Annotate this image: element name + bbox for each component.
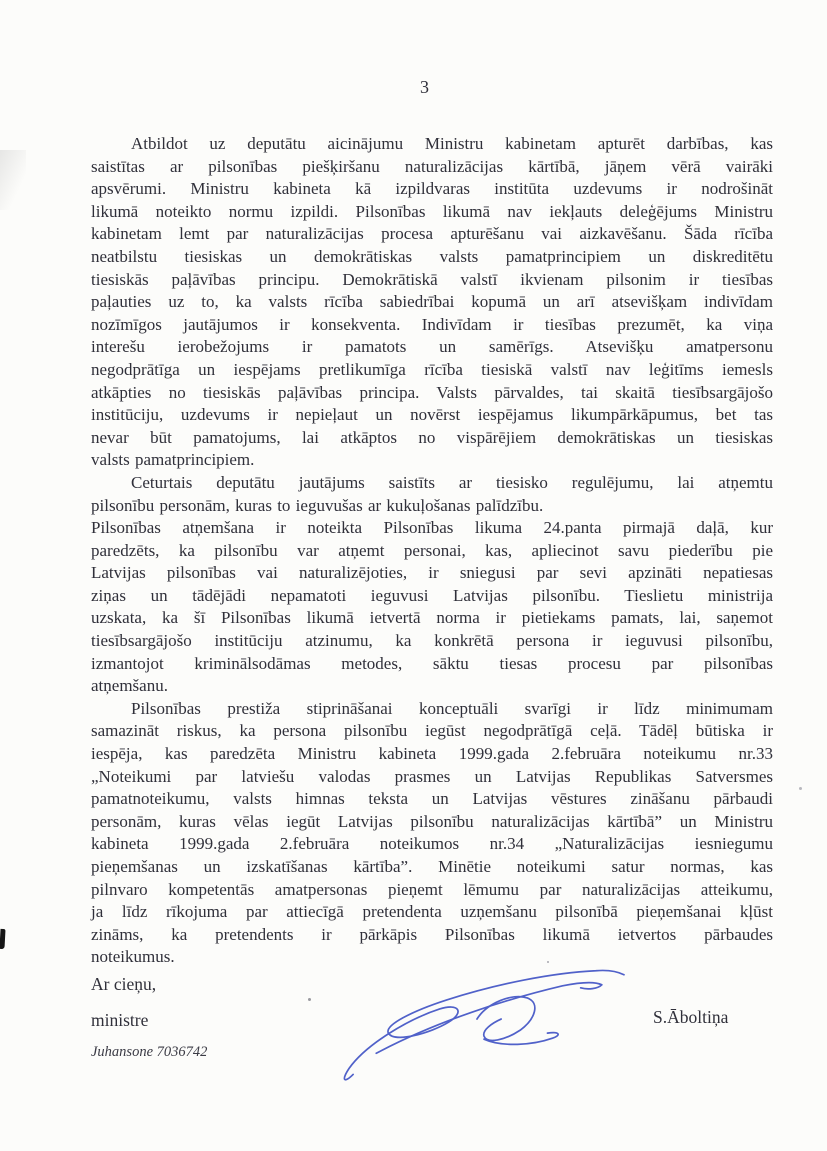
- text-line: iespēja, kas paredzēta Ministru kabineta 1999.gada 2.februāra noteikumu nr.33: [91, 744, 773, 764]
- text-line: apsvērumi. Ministru kabineta kā izpildvaras institūta uzdevums ir nodrošināt: [91, 179, 773, 199]
- text-line: interešu ierobežojums ir pamatots un samērīgs. Atsevišķu amatpersonu: [91, 337, 773, 357]
- text-line: atkāpties no tiesiskās paļāvības principa. Valsts pārvaldes, tai skaitā tiesībsargājošo: [91, 382, 773, 402]
- text-line: samazināt riskus, ka persona pilsonību iegūst negodprātīgā ceļā. Tādēļ būtiska ir: [91, 721, 773, 741]
- handwritten-signature-icon: [336, 940, 628, 1082]
- text-line: ja līdz rīkojuma par attiecīgā pretendenta uzņemšanu pilsonībā pieņemšanai kļūst: [91, 902, 773, 922]
- text-line: pamatnoteikumu, valsts himnas teksta un Latvijas vēstures zināšanu pārbaudi: [91, 789, 773, 809]
- text-line: Pilsonības atņemšana ir noteikta Pilsonības likuma 24.panta pirmajā daļā, kur: [91, 518, 773, 538]
- body-text: [91, 133, 773, 969]
- text-line: pilnvaro kompetentās amatpersonas pieņemt lēmumu par naturalizācijas atteikumu,: [91, 879, 773, 899]
- page-number: 3: [420, 77, 430, 97]
- text-line: nevar būt pamatojums, lai atkāptos no vispārējiem demokrātiskas un tiesiskas: [91, 427, 773, 447]
- text-line: tiesībsargājošo institūciju atzinumu, ka konkrētā persona ir ieguvusi pilsonību,: [91, 631, 773, 651]
- text-line: Atbildot uz deputātu aicinājumu Ministru kabinetam apturēt darbības, kas: [131, 134, 773, 153]
- dust-speck: [547, 961, 549, 963]
- text-line: nozīmīgos jautājumos ir konsekventa. Indivīdam ir tiesības prezumēt, ka viņa: [91, 314, 773, 334]
- text-line: paļauties uz to, ka valsts rīcība sabiedrībai kopumā un arī atsevišķam indivīdam: [91, 292, 773, 312]
- text-line: likumā noteikto normu izpildi. Pilsonības likumā nav iekļauts deleģējums Ministru: [91, 201, 773, 221]
- text-line: kabineta 1999.gada 2.februāra noteikumos nr.34 „Naturalizācijas iesniegumu: [91, 834, 773, 854]
- text-line: izmantojot kriminālsodāmas metodes, sāktu tiesas procesu par pilsonības: [91, 653, 773, 673]
- text-line: „Noteikumi par latviešu valodas prasmes un Latvijas Republikas Satversmes: [91, 766, 773, 786]
- text-line: pilsonību personām, kuras to ieguvušas ar kukuļošanas palīdzību.: [91, 495, 544, 515]
- dust-speck: [799, 787, 802, 790]
- text-line: kabinetam lemt par naturalizācijas procesa apturēšanu vai aizkavēšanu. Šāda rīcība: [91, 224, 773, 244]
- text-line: valsts pamatprincipiem.: [91, 450, 255, 470]
- text-line: neatbilstu tiesiskas un demokrātiskas valsts pamatprincipiem un diskreditētu: [91, 246, 773, 266]
- text-line: pieņemšanas un izskatīšanas kārtība”. Minētie noteikumi satur normas, kas: [91, 857, 773, 876]
- text-line: noteikumus.: [91, 947, 175, 967]
- text-line: personām, kuras vēlas iegūt Latvijas pilsonību naturalizācijas kārtībā” un Ministru: [91, 811, 773, 831]
- text-line: ziņas un tādējādi nepamatoti ieguvusi Latvijas pilsonību. Tieslietu ministrija: [91, 585, 773, 605]
- scan-shadow: [0, 150, 26, 210]
- scan-edge-mark: [0, 929, 6, 949]
- text-line: zināms, ka pretendents ir pārkāpis Pilsonības likumā ietvertos pārbaudes: [91, 924, 773, 944]
- text-line: Pilsonības prestiža stiprināšanai konceptuāli svarīgi ir līdz minimumam: [131, 698, 773, 718]
- text-line: Ceturtais deputātu jautājums saistīts ar tiesisko regulējumu, lai atņemtu: [131, 472, 773, 492]
- text-line: paredzēts, ka pilsonību var atņemt personai, kas, apliecinot savu piederību pie: [91, 540, 773, 560]
- text-line: atņemšanu.: [91, 676, 168, 696]
- signer-title: ministre: [91, 1010, 149, 1030]
- signer-name: S.Āboltiņa: [653, 1007, 729, 1027]
- text-line: Latvijas pilsonības vai naturalizējoties, ir sniegusi par sevi apzināti nepatiesas: [91, 563, 773, 583]
- text-line: uzskata, ka šī Pilsonības likumā ietvertā norma ir pietiekams pamats, lai, saņemot: [91, 608, 773, 628]
- text-line: negodprātīga un iespējams pretlikumīga rīcība tiesiskā valstī nav leģitīms iemesls: [91, 359, 773, 379]
- dust-speck: [308, 998, 311, 1001]
- contact-reference: Juhansone 7036742: [91, 1044, 208, 1060]
- text-line: saistītas ar pilsonības piešķiršanu naturalizācijas kārtībā, jāņem vērā vairāki: [91, 156, 773, 176]
- text-line: tiesiskās paļāvības principu. Demokrātiskā valstī ikvienam pilsonim ir tiesības: [91, 269, 773, 289]
- text-line: institūciju, uzdevums ir nepieļaut un novērst iespējamus likumpārkāpumus, bet tas: [91, 405, 773, 425]
- closing-salutation: Ar cieņu,: [91, 974, 157, 994]
